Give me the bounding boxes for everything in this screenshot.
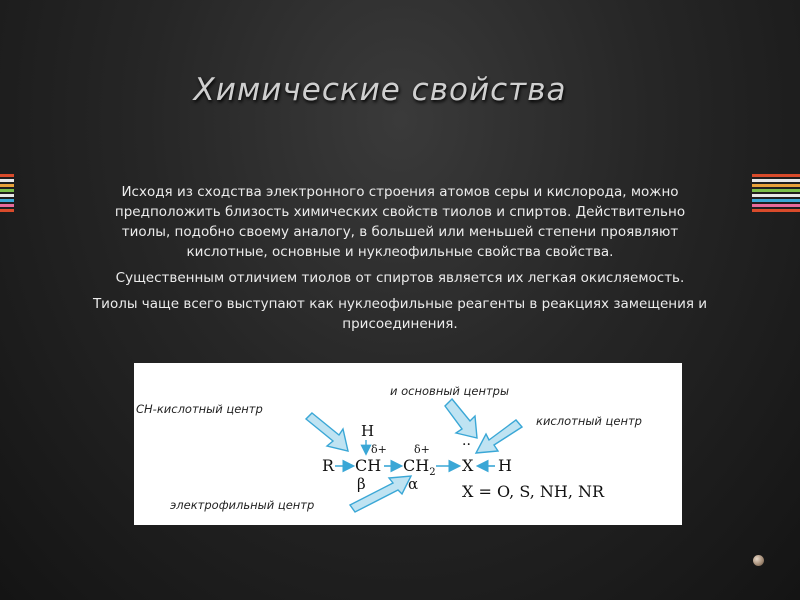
label-acid-center: кислотный центр [536,414,642,428]
arrow-to-ch [306,413,348,451]
stripe [0,174,14,177]
paragraph-nucleophile [20,294,780,334]
slide-body [20,182,780,340]
diagram-svg [134,363,682,525]
label-basic-centers: и основный центры [390,384,510,398]
stripe [0,179,14,182]
stripe [0,209,14,212]
paragraph-line: кислотные, основные и нуклеофильные свойства свойства. [186,244,614,260]
label-beta: β [357,475,366,493]
stripe [0,189,14,192]
paragraph-similarity [20,182,780,262]
atom-h-top: H [361,422,375,440]
paragraph-line: тиолы, подобно своему аналогу, в большей или меньшей степени проявляют [121,224,679,240]
atom-r: R [322,456,335,475]
arrow-to-h-acid [476,420,522,453]
delta-plus-1: δ+ [371,443,387,456]
delta-plus-2: δ+ [414,443,430,456]
slide-title: Химические свойства [193,72,567,108]
paragraph-line: предположить близость химических свойств тиолов и спиртов. Действительно [114,204,686,220]
stripe [752,174,800,177]
label-ch-acid-center: CH-кислотный центр [136,402,263,416]
x-definition: X = O, S, NH, NR [462,482,605,501]
bullet-dot-icon [753,555,764,566]
label-electrophilic-center: электрофильный центр [170,498,315,512]
atom-x: X [462,456,474,475]
paragraph-oxidation [20,268,780,288]
paragraph-line: Тиолы чаще всего выступают как нуклеофильные реагенты в реакциях замещения и [92,296,708,312]
stripe [0,199,14,202]
lone-pair: ·· [462,437,471,453]
atom-h-right: H [498,456,512,475]
stripe [0,194,14,197]
paragraph-line: присоединения. [342,316,458,332]
reaction-centers-diagram [134,363,682,525]
paragraph-line: Существенным отличием тиолов от спиртов является их легкая окисляемость. [115,270,685,286]
decor-stripes-left [0,174,14,214]
paragraph-line: Исходя из сходства электронного строения атомов серы и кислорода, можно [121,184,679,200]
ch2-subscript: 2 [429,467,436,478]
arrow-to-x-base [445,399,477,438]
stripe [0,204,14,207]
stripe [0,184,14,187]
label-alpha: α [408,475,419,493]
ch2-main: CH [403,456,430,475]
atom-ch: CH [355,456,382,475]
